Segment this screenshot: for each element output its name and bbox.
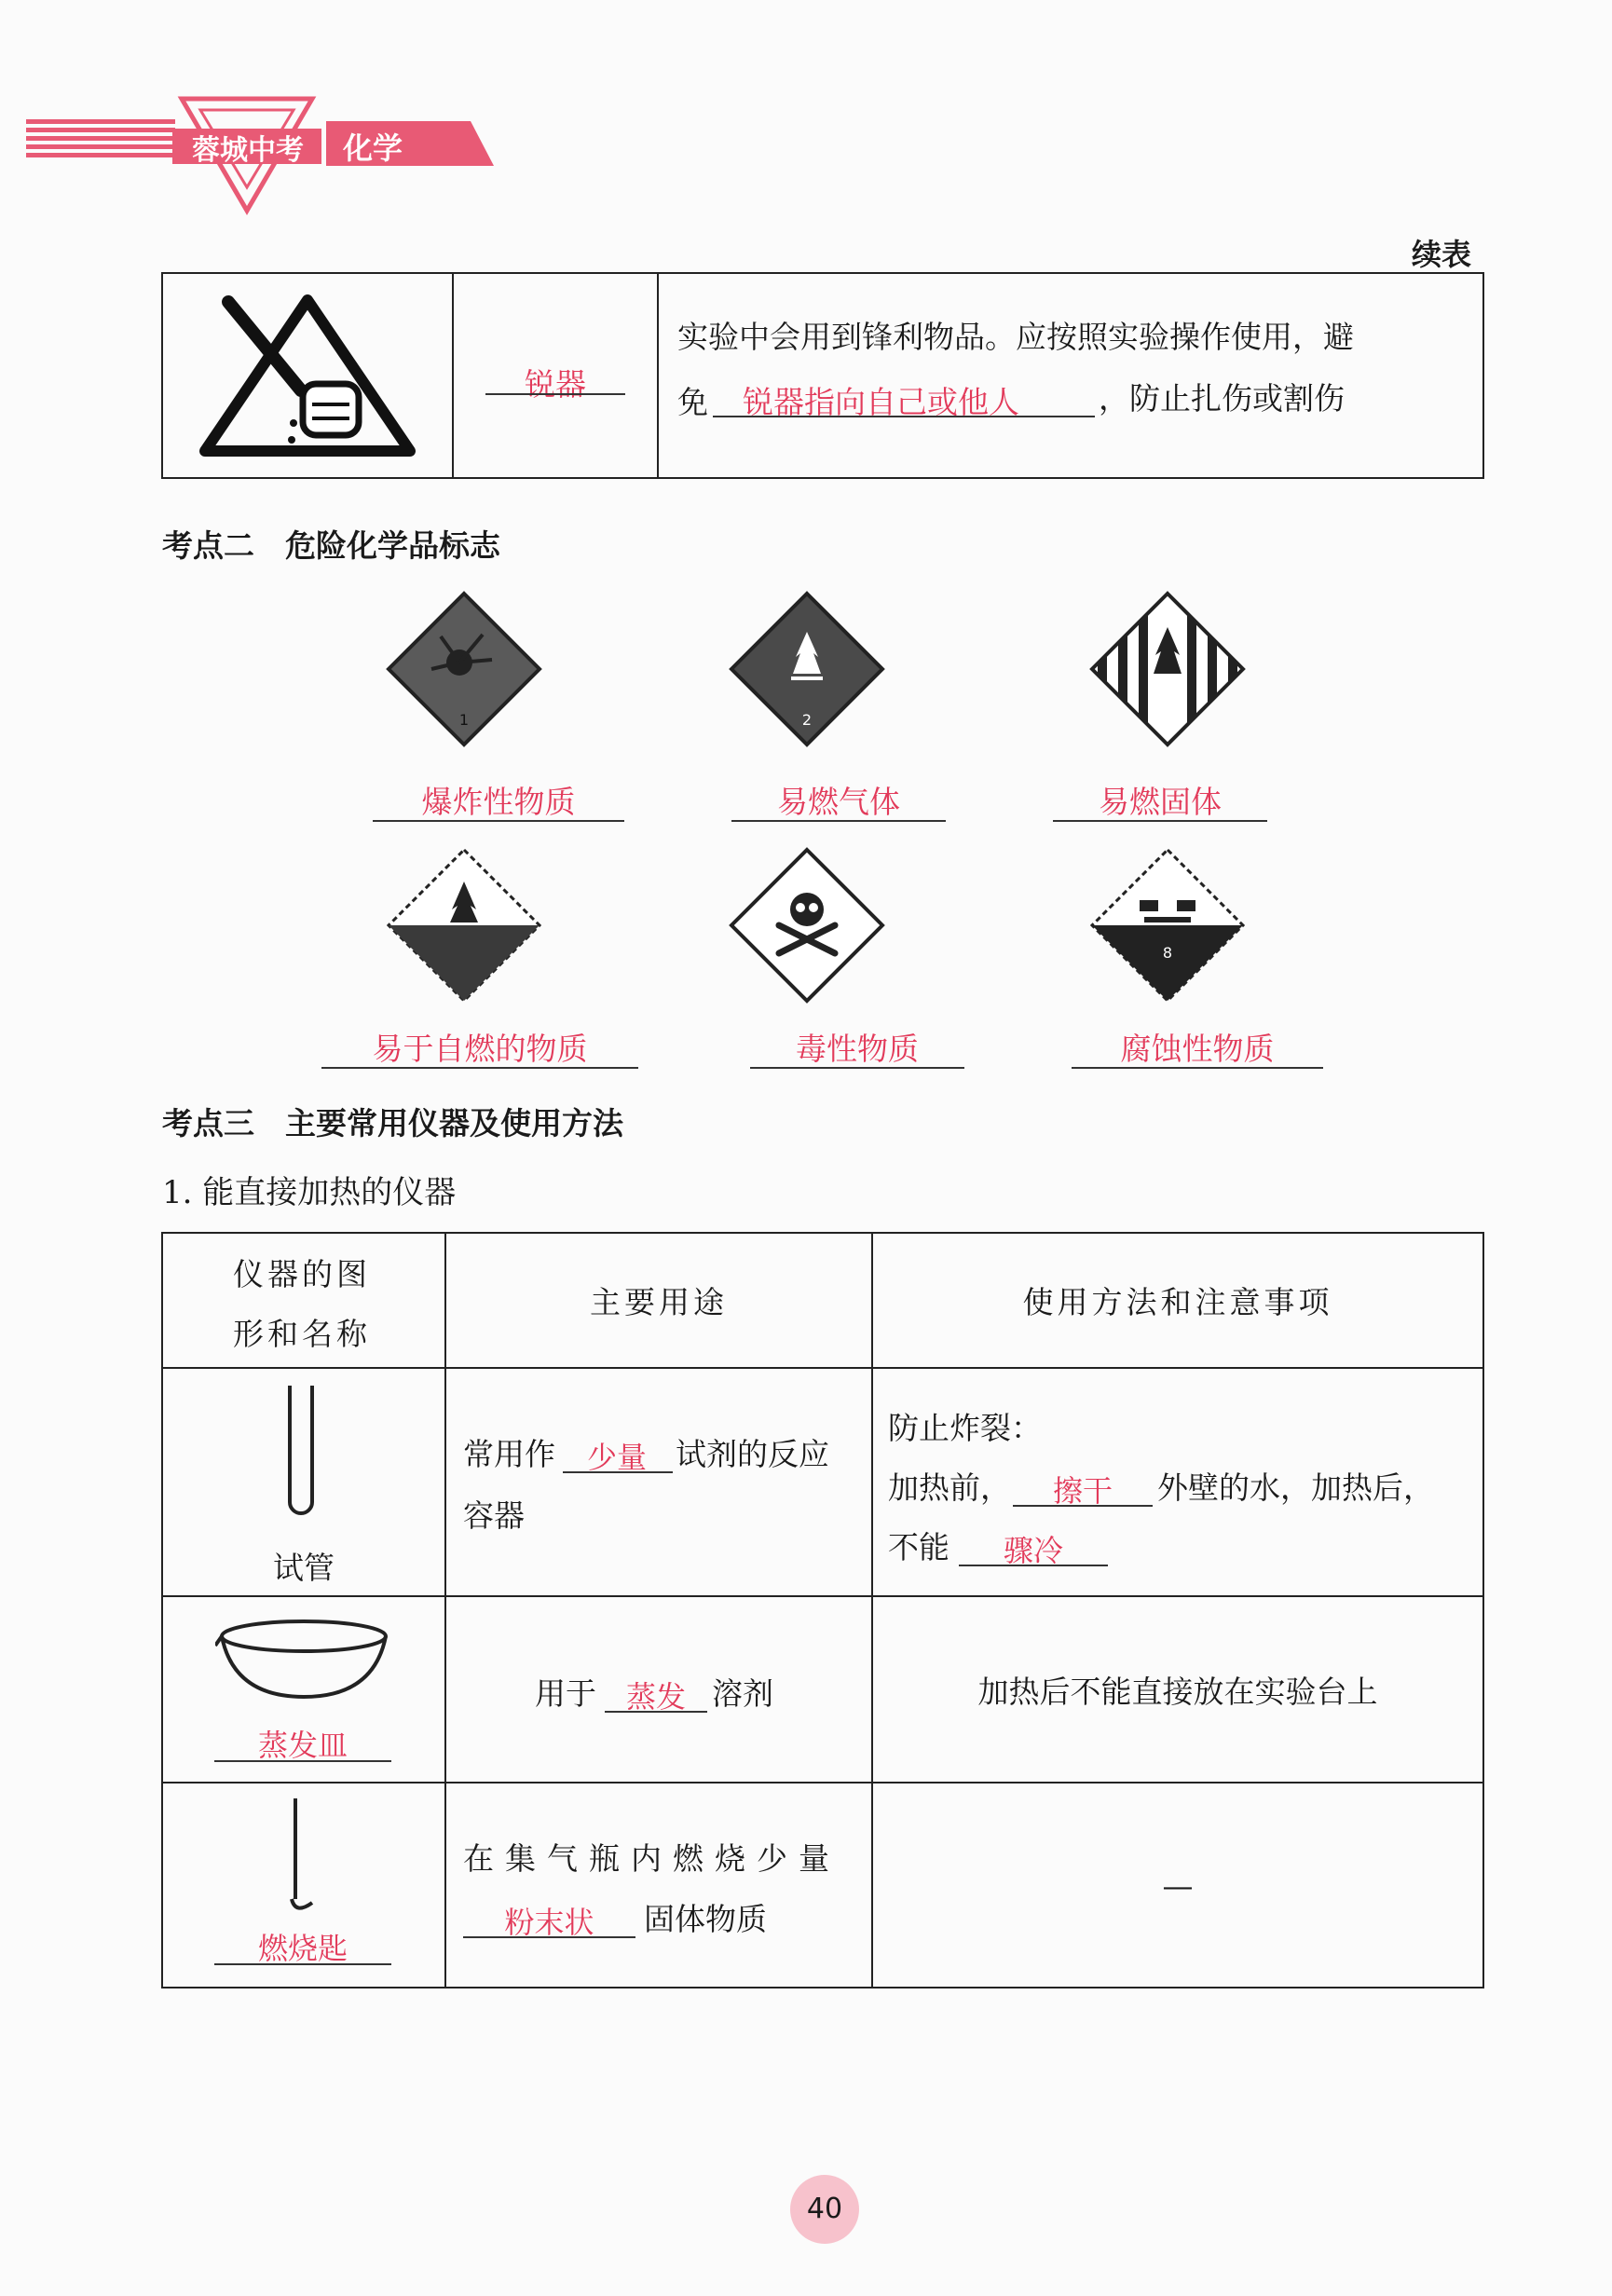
- blank-line: [731, 820, 946, 822]
- use-line1: 在集气瓶内燃烧少量: [463, 1840, 840, 1877]
- page-number: 40: [790, 2175, 859, 2244]
- evaporating-dish-note: 加热后不能直接放在实验台上: [872, 1596, 1483, 1783]
- use-answer: 粉末状: [504, 1905, 594, 1940]
- sharp-name-answer: 锐器: [525, 366, 586, 403]
- subject-label: 化学: [343, 130, 403, 166]
- blank-line: [214, 1760, 391, 1762]
- blank-line: [321, 1067, 638, 1069]
- brand-name: 蓉城中考: [192, 134, 304, 167]
- sharp-desc-cell: [658, 273, 1483, 478]
- sharp-desc-suffix: ，防止扎伤或割伤: [1099, 380, 1345, 417]
- flammable-gas-sign-icon: [728, 590, 886, 748]
- combustion-spoon-name: 燃烧匙: [257, 1931, 348, 1966]
- evaporating-dish-icon: [215, 1618, 392, 1702]
- blank-line: [750, 1067, 964, 1069]
- sharp-table: [161, 272, 1484, 479]
- note-line2-prefix: 加热前，: [888, 1469, 1011, 1506]
- note-answer1: 擦干: [1052, 1473, 1113, 1509]
- blank-line: [485, 393, 625, 395]
- corrosive-sign-icon: [1088, 846, 1247, 1004]
- section3-title: 考点三 主要常用仪器及使用方法: [162, 1105, 623, 1141]
- header-name-line2: 形和名称: [233, 1316, 371, 1352]
- blank-line: [463, 1936, 635, 1938]
- sign-answer-flammable-solid: 易燃固体: [1099, 784, 1222, 820]
- explosive-sign-icon: [385, 590, 543, 748]
- section2-title: 考点二 危险化学品标志: [162, 527, 500, 564]
- sharp-desc-prefix: 免: [677, 384, 708, 420]
- evaporating-dish-name: 蒸发皿: [257, 1728, 348, 1763]
- table-row: [162, 1783, 1483, 1988]
- test-tube-name: 试管: [273, 1550, 335, 1586]
- sharp-desc-answer: 锐器指向自己或他人: [743, 384, 1019, 420]
- test-tube-icon: [282, 1386, 320, 1525]
- header-name-line1: 仪器的图: [233, 1256, 371, 1292]
- sign-number: 8: [1162, 944, 1173, 962]
- header-cell-name: [162, 1233, 445, 1368]
- table-row: [162, 1596, 1483, 1783]
- toxic-sign-icon: [728, 846, 886, 1004]
- sign-answer-toxic: 毒性物质: [796, 1031, 919, 1067]
- blank-line: [605, 1711, 707, 1713]
- blank-line: [373, 820, 624, 822]
- sharp-icon-cell: [162, 273, 453, 478]
- use-prefix: 用于: [535, 1675, 596, 1712]
- table-row: [162, 1368, 1483, 1596]
- use-suffix: 溶剂: [712, 1675, 773, 1712]
- evaporating-dish-use-cell: [445, 1596, 872, 1783]
- spontaneous-combustion-sign-icon: [385, 846, 543, 1004]
- header-stripes: [26, 119, 175, 168]
- test-tube-use-cell: [445, 1368, 872, 1596]
- continued-label: 续表: [1412, 237, 1472, 272]
- use-prefix: 常用作: [463, 1436, 555, 1472]
- combustion-spoon-note: —: [872, 1783, 1483, 1988]
- header-use: 主要用途: [445, 1233, 872, 1368]
- use-line2: 容器: [463, 1497, 525, 1534]
- use-answer: 蒸发: [625, 1679, 686, 1715]
- sharp-desc-line1: 实验中会用到锋利物品。应按照实验操作使用，避: [677, 319, 1354, 355]
- blank-line: [713, 416, 1095, 417]
- section3-subtitle: 1. 能直接加热的仪器: [162, 1174, 457, 1211]
- use-suffix: 试剂的反应: [676, 1436, 829, 1472]
- use-suffix: 固体物质: [644, 1901, 767, 1937]
- use-answer: 少量: [586, 1440, 647, 1475]
- instrument-table: [161, 1232, 1484, 1988]
- sign-number: 2: [801, 711, 813, 729]
- combustion-spoon-cell: [162, 1783, 445, 1988]
- note-answer2: 骤冷: [1003, 1533, 1063, 1568]
- sign-answer-flammable-gas: 易燃气体: [777, 784, 900, 820]
- combustion-spoon-icon: [284, 1798, 321, 1920]
- blank-line: [1013, 1505, 1153, 1507]
- sign-answer-corrosive: 腐蚀性物质: [1120, 1031, 1275, 1067]
- sharp-warning-icon: [163, 274, 452, 473]
- combustion-spoon-use-cell: [445, 1783, 872, 1988]
- test-tube-notes-cell: [872, 1368, 1483, 1596]
- blank-line: [214, 1963, 391, 1965]
- note-line2-suffix: 外壁的水，加热后，: [1157, 1469, 1434, 1506]
- sharp-name-cell: [453, 273, 658, 478]
- blank-line: [1072, 1067, 1323, 1069]
- header-notes: 使用方法和注意事项: [872, 1233, 1483, 1368]
- sign-number: 1: [458, 711, 470, 729]
- blank-line: [1053, 820, 1267, 822]
- evaporating-dish-cell: [162, 1596, 445, 1783]
- blank-line: [563, 1471, 673, 1473]
- note-line1: 防止炸裂：: [888, 1410, 1042, 1446]
- blank-line: [959, 1565, 1108, 1566]
- sign-answer-explosive: 爆炸性物质: [421, 784, 576, 820]
- flammable-solid-sign-icon: [1088, 590, 1247, 748]
- test-tube-cell: [162, 1368, 445, 1596]
- sign-answer-spontaneous: 易于自燃的物质: [372, 1031, 588, 1067]
- note-line3-prefix: 不能: [888, 1529, 949, 1565]
